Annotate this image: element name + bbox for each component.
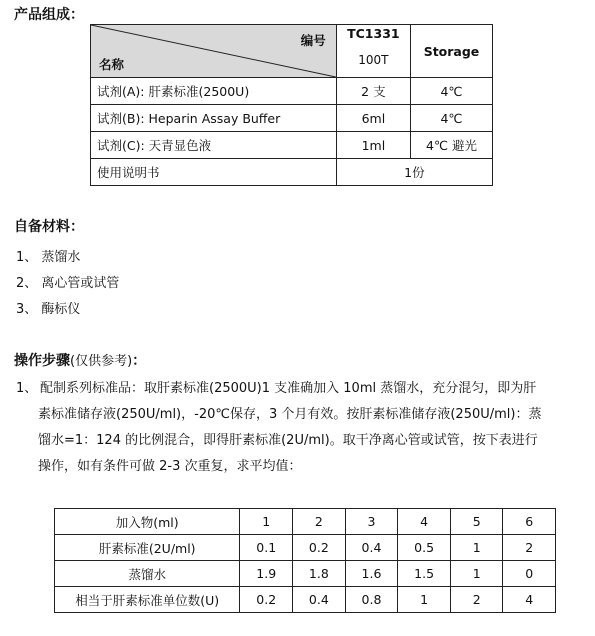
material-item: 1、 蒸馏水 [16, 250, 81, 265]
step-line: 馏水=1：124 的比例混合，即得肝素标准(2U/ml)。取干净离心管或试管，按下表进行 [38, 433, 538, 448]
table-cell: 0.8 [345, 587, 398, 613]
table-cell: 1.5 [398, 561, 451, 587]
table-cell: 0.4 [293, 587, 346, 613]
table-cell: 1.6 [345, 561, 398, 587]
material-item: 3、 酶标仪 [16, 302, 81, 317]
corner-bottom-label: 名称 [99, 57, 125, 72]
composition-table [90, 24, 493, 186]
step-text [40, 376, 580, 480]
table-row [55, 509, 556, 535]
product-code: TC1331 [347, 25, 400, 41]
table-cell: 0.1 [240, 535, 293, 561]
diagonal-line [91, 25, 336, 77]
procedure-note: (仅供参考) [70, 354, 133, 369]
table-cell: 2 [503, 535, 556, 561]
corner-top-label: 编号 [300, 33, 326, 48]
row-label: 肝素标准(2U/ml) [55, 535, 240, 561]
code-header-cell [336, 25, 410, 78]
table-cell: 5 [450, 509, 503, 535]
table-cell: 1 [398, 587, 451, 613]
table-cell: 1 [450, 561, 503, 587]
table-cell: 0.5 [398, 535, 451, 561]
table-row [91, 132, 493, 159]
table-cell: 4 [398, 509, 451, 535]
reagent-name: 试剂(A): 肝素标准(2500U) [91, 78, 337, 105]
table-cell: 1.8 [293, 561, 346, 587]
reagent-qty: 2 支 [336, 78, 410, 105]
reagent-qty: 1ml [336, 132, 410, 159]
table-cell: 1.9 [240, 561, 293, 587]
table-row [55, 535, 556, 561]
table-cell: 0.2 [240, 587, 293, 613]
reagent-name: 试剂(C): 天青显色液 [91, 132, 337, 159]
materials-heading: 自备材料： [14, 219, 84, 235]
table-cell: 1 [240, 509, 293, 535]
storage-header: Storage [410, 25, 492, 78]
table-cell: 2 [450, 587, 503, 613]
procedure-colon: ： [132, 353, 147, 369]
table-cell: 0.2 [293, 535, 346, 561]
composition-heading: 产品组成： [14, 7, 84, 23]
manual-qty: 1份 [336, 159, 492, 186]
procedure-heading [14, 350, 146, 370]
row-label: 相当于肝素标准单位数(U) [55, 587, 240, 613]
table-cell: 2 [293, 509, 346, 535]
table-cell: 0 [503, 561, 556, 587]
row-label: 蒸馏水 [55, 561, 240, 587]
step-number: 1、 [16, 381, 38, 396]
step-line: 素标准储存液(250U/ml)，-20℃保存，3 个月有效。按肝素标准储存液(250U/ml)：蒸 [38, 407, 542, 422]
reagent-name: 试剂(B): Heparin Assay Buffer [91, 105, 337, 132]
table-row [91, 159, 493, 186]
table-cell: 1 [450, 535, 503, 561]
table-row [55, 587, 556, 613]
table-cell: 3 [345, 509, 398, 535]
table-cell: 6 [503, 509, 556, 535]
reagent-qty: 6ml [336, 105, 410, 132]
header-corner-cell [91, 25, 337, 78]
reagent-storage: 4℃ [410, 78, 492, 105]
reagent-storage: 4℃ 避光 [410, 132, 492, 159]
procedure-title: 操作步骤 [14, 353, 70, 369]
table-row [91, 105, 493, 132]
table-row [91, 78, 493, 105]
table-cell: 0.4 [345, 535, 398, 561]
product-size: 100T [358, 52, 389, 67]
reagent-storage: 4℃ [410, 105, 492, 132]
row-label: 加入物(ml) [55, 509, 240, 535]
step-line: 配制系列标准品：取肝素标准(2500U)1 支准确加入 10ml 蒸馏水，充分混匀，即为肝 [40, 381, 537, 396]
table-cell: 4 [503, 587, 556, 613]
step-line: 操作，如有条件可做 2-3 次重复，求平均值： [38, 459, 302, 474]
dilution-table [54, 508, 556, 613]
manual-name: 使用说明书 [91, 159, 337, 186]
table-row [55, 561, 556, 587]
material-item: 2、 离心管或试管 [16, 276, 120, 291]
